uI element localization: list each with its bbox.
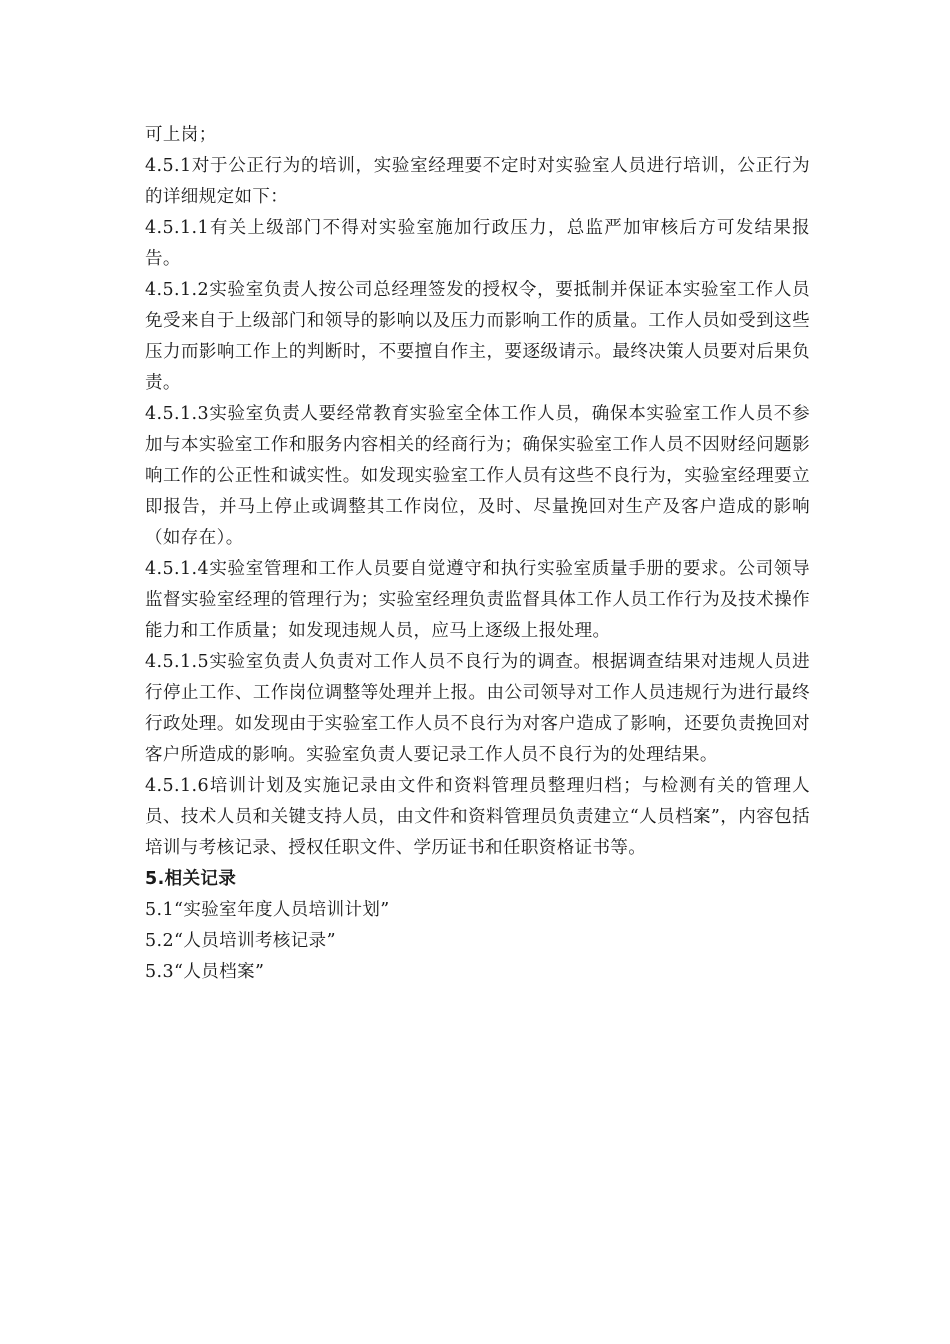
paragraph-4-5-1-5: 4.5.1.5实验室负责人负责对工作人员不良行为的调查。根据调查结果对违规人员进行停止工作、工作岗位调整等处理并上报。由公司领导对工作人员违规行为进行最终行政处理。如发现由于实验室工作人员不良行为对客户造成了影响，还要负责挽回对客户所造成的影响。实验室负责人要记录工作人员不良行为的处理结果。 (145, 652, 810, 765)
record-item-training-plan: 5.1“实验室年度人员培训计划” (145, 900, 390, 920)
paragraph-4-5-1-2: 4.5.1.2实验室负责人按公司总经理签发的授权令，要抵制并保证本实验室工作人员免受来自于上级部门和领导的影响以及压力而影响工作的质量。工作人员如受到这些压力而影响工作上的判断时，不要擅自作主，要逐级请示。最终决策人员要对后果负责。 (145, 280, 810, 393)
paragraph-4-5-1: 4.5.1对于公正行为的培训，实验室经理要不定时对实验室人员进行培训，公正行为的详细规定如下： (145, 156, 810, 207)
section-heading-related-records: 5.相关记录 (145, 869, 237, 889)
paragraph-4-5-1-6: 4.5.1.6培训计划及实施记录由文件和资料管理员整理归档；与检测有关的管理人员、技术人员和关键支持人员，由文件和资料管理员负责建立“人员档案”，内容包括培训与考核记录、授权任职文件、学历证书和任职资格证书等。 (145, 776, 810, 858)
document-page (145, 120, 810, 988)
record-item-personnel-file: 5.3“人员档案” (145, 962, 265, 982)
paragraph-4-5-1-3: 4.5.1.3实验室负责人要经常教育实验室全体工作人员，确保本实验室工作人员不参加与本实验室工作和服务内容相关的经商行为；确保实验室工作人员不因财经问题影响工作的公正性和诚实性。如发现实验室工作人员有这些不良行为，实验室经理要立即报告，并马上停止或调整其工作岗位，及时、尽量挽回对生产及客户造成的影响（如存在）。 (145, 404, 810, 548)
record-item-training-assessment: 5.2“人员培训考核记录” (145, 931, 336, 951)
paragraph-4-5-1-1: 4.5.1.1有关上级部门不得对实验室施加行政压力，总监严加审核后方可发结果报告。 (145, 218, 810, 269)
paragraph-4-5-1-4: 4.5.1.4实验室管理和工作人员要自觉遵守和执行实验室质量手册的要求。公司领导监督实验室经理的管理行为；实验室经理负责监督具体工作人员工作行为及技术操作能力和工作质量；如发现违规人员，应马上逐级上报处理。 (145, 559, 810, 641)
paragraph-continuation: 可上岗； (145, 125, 217, 145)
